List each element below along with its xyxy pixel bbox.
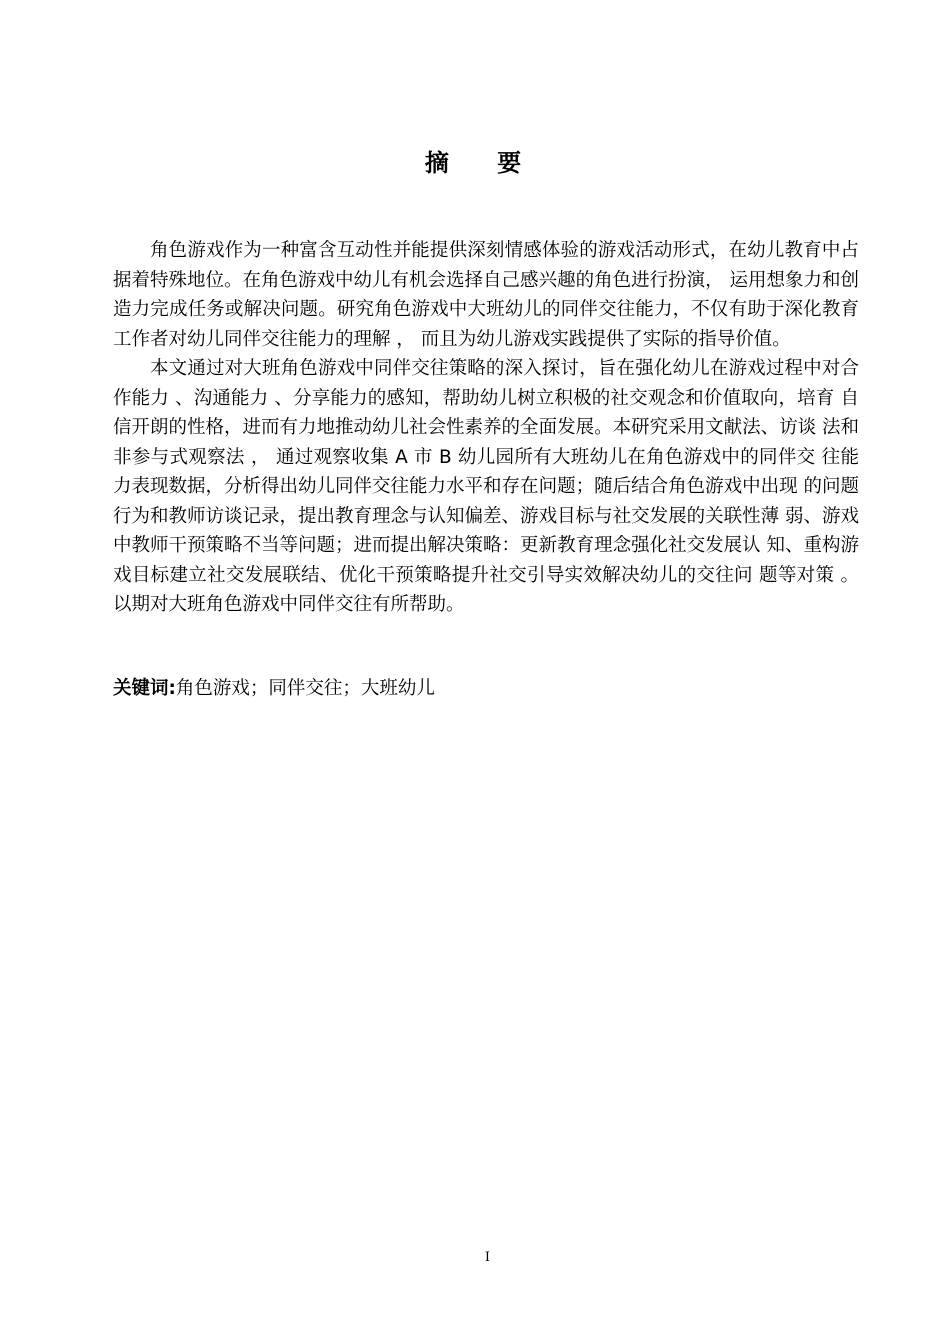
abstract-title: 摘 要 — [424, 149, 542, 177]
keywords-value: 角色游戏；同伴交往；大班幼儿 — [175, 678, 435, 699]
page-number: I — [484, 1250, 491, 1265]
abstract-paragraph-2: 本文通过对大班角色游戏中同伴交往策略的深入探讨，旨在强化幼儿在游戏过程中对合作能力 、沟通能力 、分享能力的感知，帮助幼儿树立积极的社交观念和价值取向，培育 自信开朗的性格，进而有力地推动幼儿社会性素养的全面发展。本研究采用文献法、访谈 法和非参与式观察法 ， 通过观察收集 A 市 B 幼儿园所有大班幼儿在角色游戏中的同伴交 往能力表现数据，分析得出幼儿同伴交往能力水平和存在问题；随后结合角色游戏中出现 的问题行为和教师访谈记录，提出教育理念与认知偏差、游戏目标与社交发展的关联性薄 弱、游戏中教师干预策略不当等问题；进而提出解决策略：更新教育理念强化社交发展认 知、重构游戏目标建立社交发展联结、优化干预策略提升社交引导实效解决幼儿的交往问 题等对策 。以期对大班角色游戏中同伴交往有所帮助。 — [113, 358, 859, 615]
abstract-paragraph-1: 角色游戏作为一种富含互动性并能提供深刻情感体验的游戏活动形式，在幼儿教育中占据着特殊地位。在角色游戏中幼儿有机会选择自己感兴趣的角色进行扮演， 运用想象力和创造力完成任务或解决问题。研究角色游戏中大班幼儿的同伴交往能力，不仅有助于深化教育工作者对幼儿同伴交往能力的理解 ， 而且为幼儿游戏实践提供了实际的指导价值。 — [113, 240, 859, 350]
abstract-body — [113, 236, 859, 620]
keywords-label: 关键词: — [113, 678, 176, 699]
keywords-line — [113, 674, 859, 704]
